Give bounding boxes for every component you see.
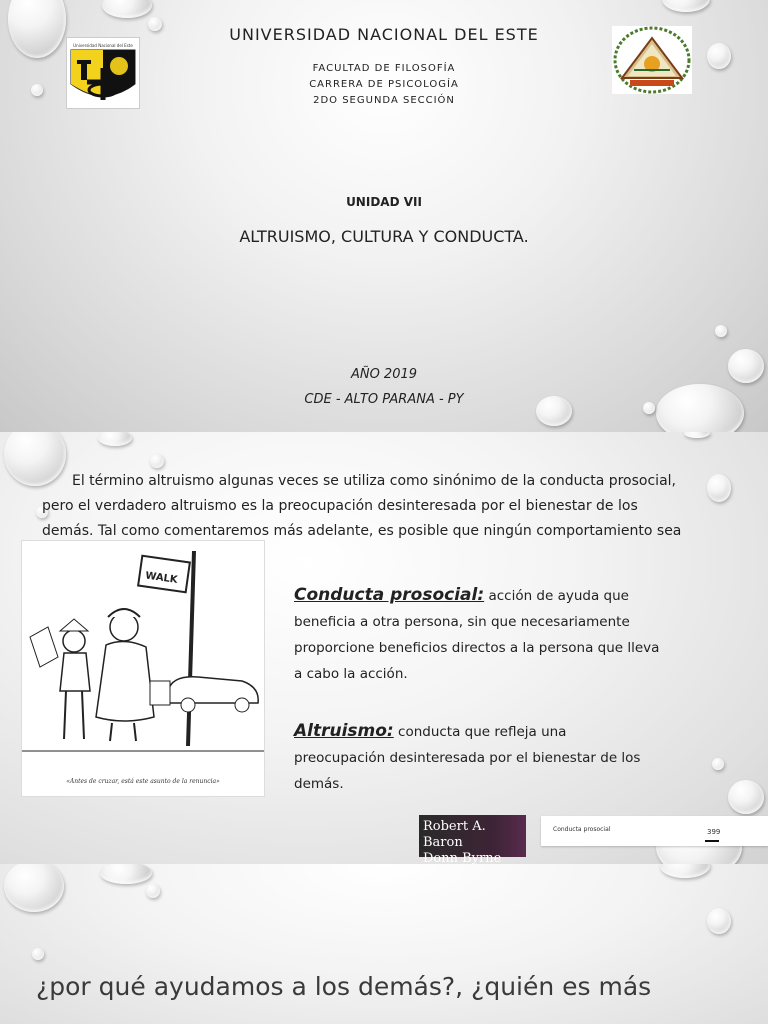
intro-line: El término altruismo algunas veces se utiliza como sinónimo de la conducta prosocial, xyxy=(72,473,676,489)
water-drop xyxy=(662,0,710,12)
water-drop xyxy=(102,0,152,18)
section-name: 2DO SEGUNDA SECCIÓN xyxy=(313,95,455,106)
water-drop xyxy=(660,864,710,878)
definition-text: beneficia a otra persona, sin que necesariamente xyxy=(294,614,630,630)
water-drop xyxy=(32,948,44,960)
question-slide xyxy=(0,864,768,1024)
definition-prosocial xyxy=(294,582,724,687)
water-drop xyxy=(146,884,160,898)
definition-text: acción de ayuda que xyxy=(484,588,629,604)
term-altruism: Altruismo: xyxy=(294,721,394,741)
definition-text: preocupación desinteresada por el bienestar de los xyxy=(294,750,641,766)
topic-title: ALTRUISMO, CULTURA Y CONDUCTA. xyxy=(239,227,529,246)
water-drop xyxy=(728,780,764,814)
page-header: Conducta prosocial xyxy=(553,826,611,833)
water-drop xyxy=(8,0,66,58)
water-drop xyxy=(643,402,655,414)
book-author: Donn Byrne xyxy=(423,851,502,864)
walk-sign-text: WALK xyxy=(144,570,179,586)
book-page-snippet xyxy=(541,816,768,846)
place-label: CDE - ALTO PARANA - PY xyxy=(304,392,464,407)
logo-left-text: Universidad Nacional del Este xyxy=(73,43,133,48)
water-drop xyxy=(150,454,164,468)
water-drop xyxy=(100,864,152,884)
intro-line: demás. Tal como comentaremos más adelante, es posible que ningún comportamiento sea xyxy=(42,523,682,539)
definition-altruism xyxy=(294,718,724,797)
definition-text: a cabo la acción. xyxy=(294,666,408,682)
cartoon-image xyxy=(21,540,265,797)
intro-paragraph xyxy=(42,469,762,544)
faculty-logo xyxy=(66,37,140,109)
water-drop xyxy=(536,396,572,426)
water-drop xyxy=(98,432,132,446)
cartoon-caption: «Antes de cruzar, está este asunto de la renuncia» xyxy=(66,778,220,785)
water-drop xyxy=(656,384,744,432)
university-name: UNIVERSIDAD NACIONAL DEL ESTE xyxy=(229,25,539,44)
water-drop xyxy=(684,432,710,438)
title-slide xyxy=(0,0,768,432)
faculty-name: FACULTAD DE FILOSOFÍA xyxy=(312,63,456,74)
term-prosocial: Conducta prosocial: xyxy=(294,585,485,605)
year-label: AÑO 2019 xyxy=(350,367,418,382)
water-drop xyxy=(707,908,731,934)
definition-text: demás. xyxy=(294,776,344,792)
definitions-slide xyxy=(0,432,768,864)
water-drop xyxy=(4,864,64,912)
question-heading: ¿por qué ayudamos a los demás?, ¿quién es más xyxy=(36,972,652,1001)
intro-line: pero el verdadero altruismo es la preocupación desinteresada por el bienestar de los xyxy=(42,498,638,514)
page-number: 399 xyxy=(707,828,721,836)
page-rule xyxy=(705,840,719,842)
unit-label: UNIDAD VII xyxy=(346,195,422,209)
water-drop xyxy=(728,349,764,383)
water-drop xyxy=(707,43,731,69)
book-author: Robert A. Baron xyxy=(423,819,486,850)
water-drop xyxy=(715,325,727,337)
water-drop xyxy=(31,84,43,96)
definition-text: conducta que refleja una xyxy=(393,724,567,740)
career-name: CARRERA DE PSICOLOGÍA xyxy=(309,79,459,90)
book-cover xyxy=(419,815,526,864)
university-seal xyxy=(612,26,692,94)
definition-text: proporcione beneficios directos a la persona que lleva xyxy=(294,640,660,656)
